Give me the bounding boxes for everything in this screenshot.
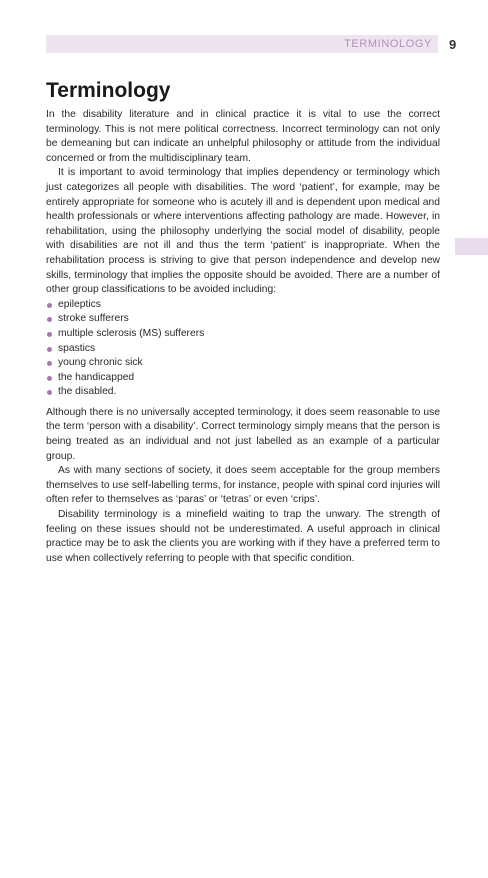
list-item-text: the handicapped (58, 371, 135, 383)
bullet-icon (47, 332, 52, 337)
article-body (46, 78, 440, 566)
running-header-label: TERMINOLOGY (344, 38, 432, 50)
list-item (46, 312, 440, 327)
paragraph-avoid-dependency: It is important to avoid terminology that implies dependency or terminology which just categorizes all people with disabilities. The word ‘patient’, for example, may be entirely appropriate for someone who is acutely ill and is dependent upon medical and health professionals or where interventions affecting pathology are made. However, in rehabilitation, using the philosophy underlying the social model of disability, people with disabilities are not ill and thus the term ‘patient’ is inappropriate. When the rehabilitation process is striving to give that person independence and develop new skills, terminology that implies the opposite should be avoided. There are a number of other group classifications to be avoided including: (46, 167, 440, 296)
bullet-icon (47, 376, 52, 381)
avoided-terms-list (46, 298, 440, 400)
page-title: Terminology (46, 79, 171, 102)
list-item-text: spastics (58, 342, 96, 354)
list-item (46, 327, 440, 342)
bullet-icon (47, 317, 52, 322)
list-item (46, 385, 440, 400)
list-item-text: stroke sufferers (58, 313, 129, 325)
list-item (46, 298, 440, 313)
paragraph-intro: In the disability literature and in clinical practice it is vital to use the correct terminology. This is not mere political correctness. Incorrect terminology can not only be demeaning but can indicate an unhelpful philosophy or attitude from the individual concerned or from the multidisciplinary team. (46, 109, 440, 164)
list-item (46, 371, 440, 386)
paragraph-person-with-disability: Although there is no universally accepted terminology, it does seem reasonable to use the term ‘person with a disability’. Correct terminology simply means that the person is being treated as an individual and not just labelled as an example of a particular group. (46, 406, 440, 462)
page-number: 9 (449, 37, 457, 52)
bullet-icon (47, 361, 52, 366)
bullet-icon (47, 303, 52, 308)
list-item (46, 356, 440, 371)
list-item-text: the disabled. (58, 386, 117, 398)
list-item (46, 342, 440, 357)
paragraph-minefield: Disability terminology is a minefield waiting to trap the unwary. The strength of feeling on these issues should not be underestimated. A useful approach in clinical practice may be to ask the clients you are working with if they have a preferred term to use when collectively referring to people with that specific condition. (46, 509, 440, 564)
list-item-text: young chronic sick (58, 357, 143, 369)
list-item-text: epileptics (58, 298, 101, 310)
paragraph-self-labelling: As with many sections of society, it does seem acceptable for the group members themselves to use self-labelling terms, for instance, people with spinal cord injuries will often refer to themselves as ‘paras’ or ‘tetras’ or even ‘crips’. (46, 465, 440, 506)
running-header (46, 35, 438, 53)
bullet-icon (47, 390, 52, 395)
list-item-text: multiple sclerosis (MS) sufferers (58, 327, 205, 339)
thumb-index-tab (455, 238, 488, 255)
bullet-icon (47, 347, 52, 352)
